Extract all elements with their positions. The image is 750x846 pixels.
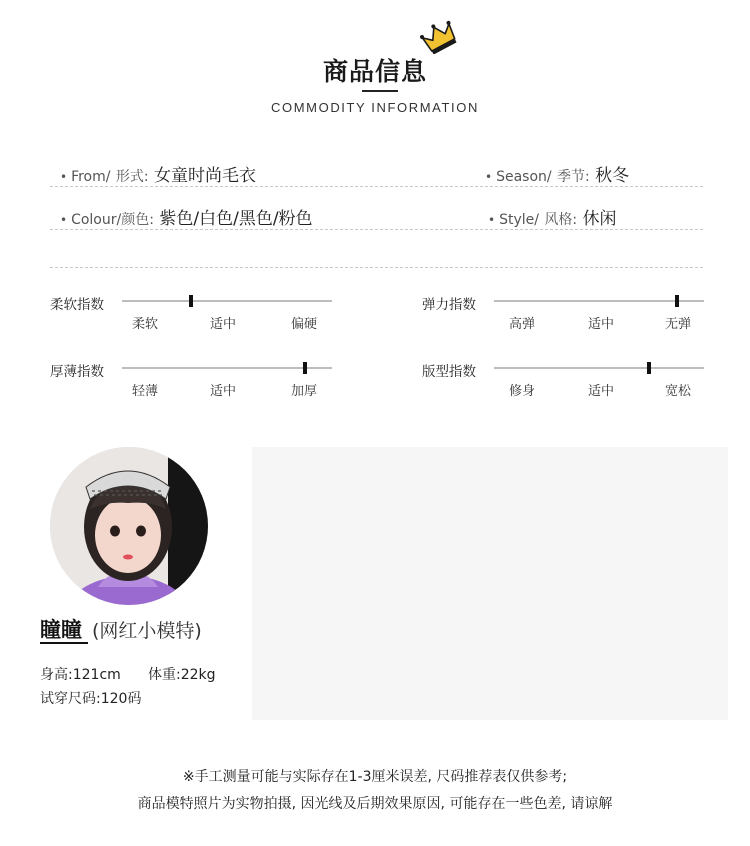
model-photo-placeholder [252, 447, 728, 720]
spec-season-value: 秋冬 [595, 166, 630, 186]
softness-tick-high: 偏硬 [290, 317, 317, 332]
model-height-label: 身高: [40, 667, 73, 683]
model-weight-label: 体重: [148, 667, 181, 683]
spec-form [60, 161, 256, 186]
elasticity-tick-low: 高弹 [508, 317, 535, 332]
model-portrait-image [50, 447, 208, 605]
fit-index-title: 版型指数 [422, 364, 476, 380]
spec-form-label: From/ [71, 169, 111, 185]
elasticity-tick-mid: 适中 [587, 317, 614, 332]
bullet-dot: • [60, 170, 68, 184]
model-height-value: 121cm [72, 667, 121, 683]
softness-index-title: 柔软指数 [50, 297, 104, 313]
divider [50, 186, 703, 187]
model-role: (网红小模特) [92, 620, 202, 642]
thickness-index-title: 厚薄指数 [50, 364, 104, 380]
spec-season-cn-label: 季节: [557, 169, 590, 185]
bullet-dot: • [60, 213, 68, 227]
divider [50, 267, 703, 268]
thickness-track [122, 367, 332, 369]
spec-season-label: Season/ [496, 169, 552, 185]
bullet-dot: • [485, 170, 493, 184]
softness-track [122, 300, 332, 302]
model-name: 瞳瞳 [40, 618, 82, 642]
spec-style [488, 204, 617, 229]
spec-style-label: Style/ [499, 212, 539, 228]
fit-tick-mid: 适中 [587, 384, 614, 399]
model-size [40, 688, 141, 708]
divider [50, 229, 703, 230]
softness-marker [189, 295, 193, 307]
spec-colour-cn-label: 颜色: [121, 212, 154, 228]
softness-tick-low: 柔软 [131, 317, 158, 332]
fit-tick-low: 修身 [508, 384, 535, 399]
model-height [40, 664, 121, 684]
elasticity-index-title: 弹力指数 [422, 297, 476, 313]
spec-colour-value: 紫色/白色/黑色/粉色 [159, 209, 313, 229]
page-title: 商品信息 [322, 57, 427, 86]
elasticity-marker [675, 295, 679, 307]
thickness-tick-high: 加厚 [290, 384, 317, 399]
spec-style-value: 休闲 [582, 209, 617, 229]
fit-tick-high: 宽松 [664, 384, 691, 399]
crown-icon [420, 20, 458, 54]
spec-colour-label: Colour/ [71, 212, 122, 228]
fit-track [494, 367, 704, 369]
spec-season [485, 161, 629, 186]
note-line-1: ※手工测量可能与实际存在1-3厘米误差, 尺码推荐表仅供参考; [182, 769, 568, 785]
spec-form-cn-label: 形式: [115, 169, 149, 185]
model-size-label: 试穿尺码: [40, 691, 101, 707]
page-subtitle: COMMODITY INFORMATION [271, 100, 479, 115]
thickness-tick-low: 轻薄 [131, 384, 158, 399]
model-weight [148, 664, 216, 684]
spec-style-cn-label: 风格: [544, 212, 578, 228]
thickness-marker [303, 362, 307, 374]
elasticity-tick-high: 无弹 [664, 317, 691, 332]
note-line-2: 商品模特照片为实物拍摄, 因光线及后期效果原因, 可能存在一些色差, 请谅解 [137, 796, 613, 812]
softness-tick-mid: 适中 [209, 317, 236, 332]
thickness-tick-mid: 适中 [209, 384, 236, 399]
model-avatar [50, 447, 208, 605]
model-size-value: 120码 [100, 691, 142, 707]
bullet-dot: • [488, 213, 496, 227]
model-name-underline [40, 642, 88, 644]
title-divider [362, 90, 398, 92]
fit-marker [647, 362, 651, 374]
spec-form-value: 女童时尚毛衣 [154, 166, 257, 186]
model-weight-value: 22kg [180, 667, 216, 683]
spec-colour [60, 204, 313, 229]
elasticity-track [494, 300, 704, 302]
